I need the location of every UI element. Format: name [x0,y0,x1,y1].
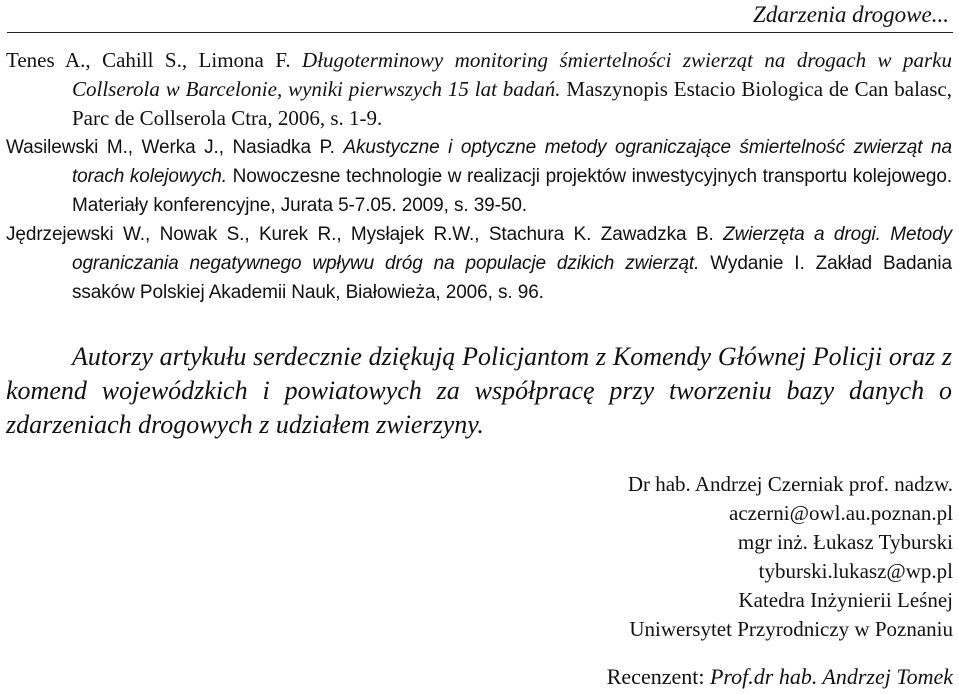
reference-item-tenes [6,46,952,133]
acknowledgement-text: Autorzy artykułu serdecznie dziękują Policjantom z Komendy Głównej Policji oraz z komend wojewódzkich i powiatowych za współpracę przy tworzeniu bazy danych o zdarzeniach drogowych z udziałem zwierzyny. [6,342,952,439]
reference-authors: Tenes A., Cahill S., Limona F. [6,48,303,72]
reference-source: Wydanie I. Zakład Badania ssaków Polskiej Akademii Nauk, Białowieża, 2006, s. 96. [72,253,952,303]
author-signature-block [628,470,953,644]
header-divider [7,32,953,33]
university-name: Uniwersytet Przyrodniczy w Poznaniu [629,617,953,641]
reference-title: Długoterminowy monitoring śmiertelności zwierząt na drogach w parku Collserola w Barcelonie, wyniki pierwszych 15 lat badań. [72,48,952,101]
reference-authors: Wasilewski M., Werka J., Nasiadka P. [6,137,344,158]
author-name-czerniak: Dr hab. Andrzej Czerniak prof. nadzw. [627,472,953,496]
reference-item-jedrzejewski [6,220,952,307]
reviewer-label: Recenzent: [606,664,710,689]
author-name-tyburski: mgr inż. Łukasz Tyburski [737,530,953,554]
department-name: Katedra Inżynierii Leśnej [738,588,953,612]
reference-list [6,46,952,307]
author-email-czerniak: aczerni@owl.au.poznan.pl [729,501,953,525]
author-email-tyburski: tyburski.lukasz@wp.pl [758,559,953,583]
reference-authors: Jędrzejewski W., Nowak S., Kurek R., Mysłajek R.W., Stachura K. Zawadzka B. [6,224,724,245]
reference-title: Akustyczne i optyczne metody ograniczające śmiertelność zwierząt na torach kolejowych. [72,137,952,187]
reference-source: Maszynopis Estacio Biologica de Can balasc, Parc de Collserola Ctra, 2006, s. 1-9. [72,77,952,130]
reference-source: Nowoczesne technologie w realizacji projektów inwestycyjnych transportu kolejowego. Materiały konferencyjne, Jurata 5-7.05. 2009, s. 39-50. [72,166,952,216]
reference-item-wasilewski [6,133,952,220]
reviewer-name: Prof.dr hab. Andrzej Tomek [709,664,953,689]
reviewer-line [607,664,953,690]
running-title: Zdarzenia drogowe... [753,2,949,27]
reference-title: Zwierzęta a drogi. Metody ograniczania negatywnego wpływu dróg na populacje dzikich zwierząt. [72,224,953,274]
